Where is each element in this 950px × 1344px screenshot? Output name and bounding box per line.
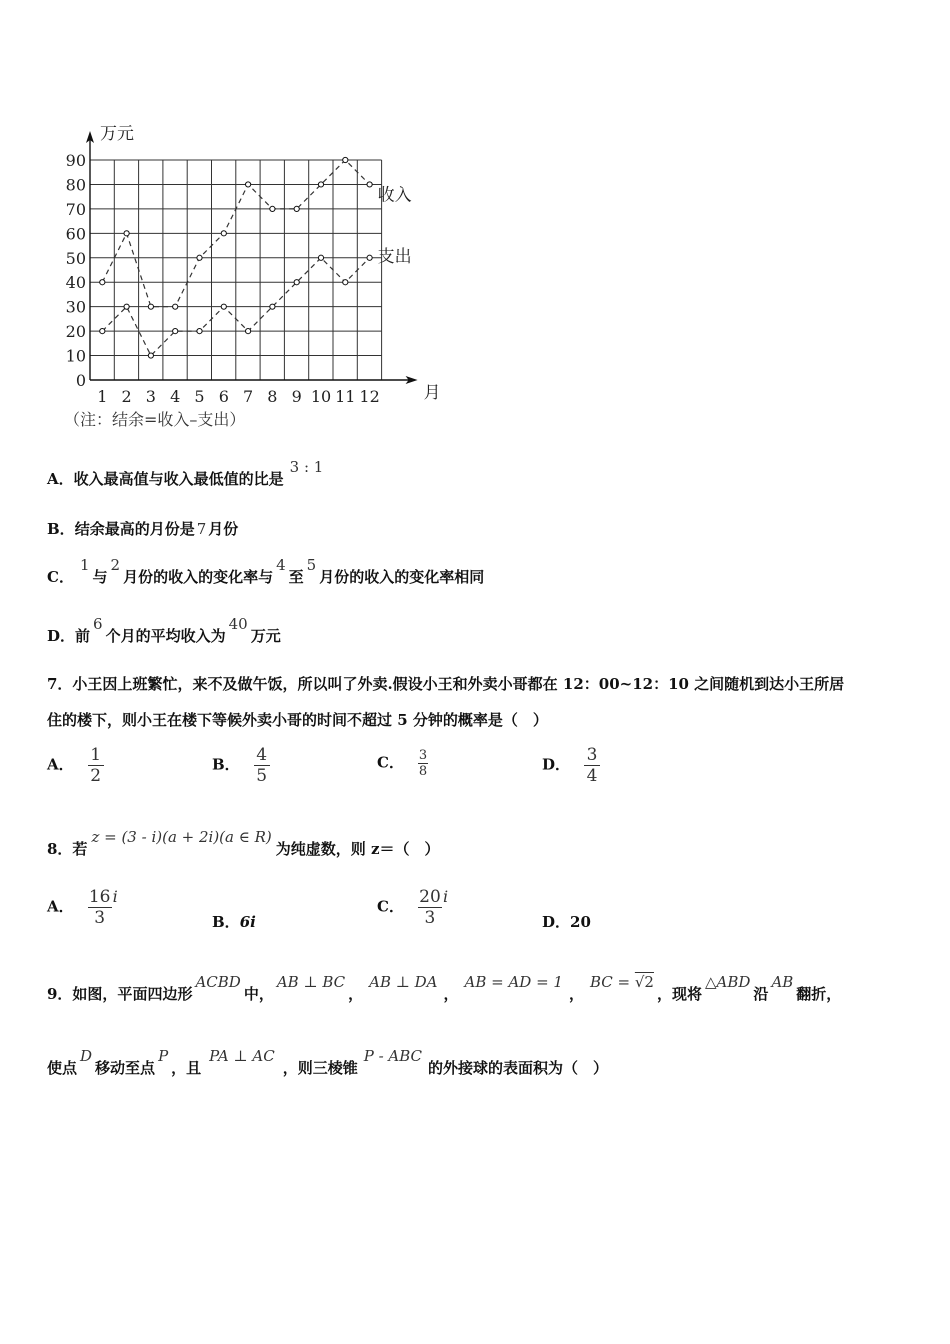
data-point bbox=[173, 329, 178, 334]
y-tick-label: 70 bbox=[65, 199, 86, 219]
text-4: 月份的收入的变化率相同 bbox=[319, 568, 485, 586]
option-label: B． bbox=[212, 913, 240, 931]
denominator: 8 bbox=[418, 764, 428, 779]
q7-stem-line-1: 7．小王因上班繁忙，来不及做午饭，所以叫了外卖.假设小王和外卖小哥都在 12：00~12：10 之间随机到达小王所居 bbox=[47, 675, 845, 693]
text: 沿 bbox=[753, 985, 769, 1003]
text: 中， bbox=[243, 985, 274, 1003]
option-label: C． bbox=[377, 897, 404, 916]
option-label: D． bbox=[542, 755, 571, 774]
math-2: 40 bbox=[228, 615, 248, 633]
q7-option-c bbox=[377, 748, 428, 779]
x-tick-label: 4 bbox=[170, 387, 181, 406]
math: △ABD bbox=[705, 973, 751, 991]
text: 的外接球的表面积为（ ） bbox=[428, 1059, 609, 1077]
fraction bbox=[584, 745, 600, 786]
data-point bbox=[343, 280, 348, 285]
option-label: B． bbox=[47, 520, 75, 538]
q8-prefix: 8．若 bbox=[47, 840, 88, 858]
math: AB ⊥ DA bbox=[369, 973, 438, 991]
math: ACBD bbox=[195, 973, 241, 991]
numerator: 1 bbox=[90, 745, 102, 765]
q9-stem-line-1 bbox=[47, 973, 842, 1004]
numerator: 16 bbox=[88, 887, 111, 907]
math: D bbox=[80, 1047, 93, 1065]
numerator: 4 bbox=[256, 745, 268, 765]
denominator: 3 bbox=[424, 908, 436, 928]
denominator: 5 bbox=[256, 766, 268, 786]
fraction bbox=[254, 745, 270, 786]
option-value: 20 bbox=[570, 913, 591, 931]
q8-option-c bbox=[377, 887, 448, 928]
option-text: 收入最高值与收入最低值的比是 bbox=[73, 470, 284, 488]
y-tick-label: 30 bbox=[65, 297, 86, 317]
fraction bbox=[88, 887, 112, 928]
y-axis-title: 万元 bbox=[100, 124, 134, 144]
q8-option-a bbox=[47, 887, 118, 928]
x-tick-label: 10 bbox=[310, 387, 332, 406]
chart-svg bbox=[62, 115, 442, 435]
numerator: 20 bbox=[419, 887, 441, 907]
q7-option-a bbox=[47, 745, 104, 786]
x-tick-label: 5 bbox=[194, 387, 205, 406]
y-tick-label: 80 bbox=[65, 175, 86, 195]
option-label: A． bbox=[47, 470, 74, 488]
option-label: B． bbox=[212, 755, 240, 774]
data-point bbox=[197, 329, 202, 334]
denominator: 4 bbox=[586, 766, 598, 786]
data-point bbox=[221, 304, 226, 309]
data-point bbox=[270, 304, 275, 309]
q6-option-b bbox=[47, 518, 238, 539]
y-tick-label: 20 bbox=[65, 322, 86, 342]
q7-option-b bbox=[212, 745, 270, 786]
q6-option-c bbox=[47, 556, 485, 587]
math-3: 4 bbox=[276, 556, 286, 574]
option-label: A． bbox=[47, 755, 74, 774]
x-tick-label: 7 bbox=[243, 387, 254, 406]
q8-math: z = (3 - i)(a + 2i)(a ∈ R) bbox=[91, 828, 272, 846]
x-tick-label: 2 bbox=[121, 387, 132, 406]
text-2: 月份的收入的变化率与 bbox=[123, 568, 274, 586]
data-point bbox=[100, 329, 105, 334]
text-1: 前 bbox=[75, 627, 91, 645]
text-3: 至 bbox=[288, 568, 304, 586]
y-tick-label: 10 bbox=[65, 346, 86, 366]
fraction bbox=[88, 745, 104, 786]
text: 移动至点 bbox=[95, 1059, 156, 1077]
data-point bbox=[124, 231, 129, 236]
option-label: D． bbox=[47, 627, 76, 645]
x-tick-label: 11 bbox=[335, 387, 356, 406]
data-point bbox=[270, 206, 275, 211]
data-point bbox=[294, 280, 299, 285]
option-label: C． bbox=[377, 753, 404, 772]
numerator: 3 bbox=[586, 745, 598, 765]
data-point bbox=[197, 255, 202, 260]
math-sqrt: √2 bbox=[634, 973, 654, 991]
text: ，则三棱锥 bbox=[282, 1059, 358, 1077]
option-math: 7 bbox=[196, 520, 207, 538]
x-tick-label: 6 bbox=[218, 387, 229, 406]
series-label: 支出 bbox=[377, 246, 412, 267]
option-value: 6i bbox=[239, 913, 256, 931]
y-tick-label: 90 bbox=[65, 151, 86, 170]
text: ， bbox=[348, 985, 364, 1003]
data-point bbox=[221, 231, 226, 236]
data-point bbox=[124, 304, 129, 309]
text: ， bbox=[568, 985, 584, 1003]
y-tick-label: 60 bbox=[65, 224, 86, 244]
chart-note: （注：结余=收入–支出） bbox=[64, 410, 246, 429]
q9-stem-line-2 bbox=[47, 1047, 609, 1078]
option-label: A． bbox=[47, 897, 74, 916]
fraction bbox=[418, 887, 442, 928]
math-4: 5 bbox=[306, 556, 317, 574]
data-point bbox=[148, 304, 153, 309]
q7-option-d bbox=[542, 745, 600, 786]
math-1: 1 bbox=[79, 556, 90, 574]
y-tick-label: 40 bbox=[65, 273, 86, 293]
q7-stem-line-2: 住的楼下，则小王在楼下等候外卖小哥的时间不超过 5 分钟的概率是（ ） bbox=[47, 711, 548, 729]
data-point bbox=[100, 280, 105, 285]
option-text-2: 月份 bbox=[208, 520, 239, 538]
text: 9．如图，平面四边形 bbox=[47, 985, 193, 1003]
data-point bbox=[343, 157, 348, 162]
math: AB = AD = 1 bbox=[464, 973, 563, 991]
imaginary-unit: i bbox=[442, 886, 449, 906]
x-tick-label: 3 bbox=[145, 387, 156, 406]
q8-option-b bbox=[212, 911, 256, 932]
denominator: 2 bbox=[90, 766, 102, 786]
income-expense-chart bbox=[62, 115, 442, 435]
math: P bbox=[158, 1047, 169, 1065]
data-point bbox=[246, 182, 251, 187]
x-tick-label: 1 bbox=[97, 387, 108, 406]
text-2: 个月的平均收入为 bbox=[105, 627, 226, 645]
text-3: 万元 bbox=[250, 627, 281, 645]
text: ，且 bbox=[171, 1059, 202, 1077]
q8-stem bbox=[47, 828, 440, 859]
text: ，现将 bbox=[656, 985, 702, 1003]
x-tick-label: 9 bbox=[291, 387, 302, 406]
option-label: D． bbox=[542, 913, 571, 931]
text: 翻折， bbox=[796, 985, 842, 1003]
data-point bbox=[318, 182, 323, 187]
data-point bbox=[148, 353, 153, 358]
numerator: 3 bbox=[418, 748, 428, 763]
fraction bbox=[418, 748, 428, 779]
data-point bbox=[173, 304, 178, 309]
x-tick-label: 12 bbox=[359, 387, 380, 406]
math-1: 6 bbox=[93, 615, 103, 633]
y-tick-label: 0 bbox=[75, 371, 86, 390]
denominator: 3 bbox=[94, 908, 106, 928]
math: P - ABC bbox=[363, 1047, 423, 1065]
data-point bbox=[294, 206, 299, 211]
data-point bbox=[367, 255, 372, 260]
math-2: 2 bbox=[110, 556, 121, 574]
option-math: 3 : 1 bbox=[289, 458, 324, 476]
math: BC = bbox=[589, 973, 635, 991]
q6-option-d bbox=[47, 615, 281, 646]
option-label: C． bbox=[47, 568, 74, 586]
q8-option-d bbox=[542, 911, 591, 932]
y-tick-label: 50 bbox=[65, 248, 86, 268]
imaginary-unit: i bbox=[112, 886, 118, 906]
option-text: 结余最高的月份是 bbox=[74, 520, 195, 538]
text-1: 与 bbox=[92, 568, 108, 586]
math: AB ⊥ BC bbox=[276, 973, 346, 991]
data-point bbox=[246, 329, 251, 334]
series-label: 收入 bbox=[377, 185, 412, 206]
math: AB bbox=[771, 973, 794, 991]
data-point bbox=[367, 182, 372, 187]
q6-option-a bbox=[47, 458, 324, 489]
text: 使点 bbox=[47, 1059, 78, 1077]
x-tick-label: 8 bbox=[267, 387, 278, 406]
x-axis-title: 月 bbox=[423, 383, 441, 403]
q8-suffix: 为纯虚数，则 z＝（ ） bbox=[275, 840, 440, 858]
math: PA ⊥ AC bbox=[209, 1047, 275, 1065]
data-point bbox=[318, 255, 323, 260]
text: ， bbox=[443, 985, 459, 1003]
